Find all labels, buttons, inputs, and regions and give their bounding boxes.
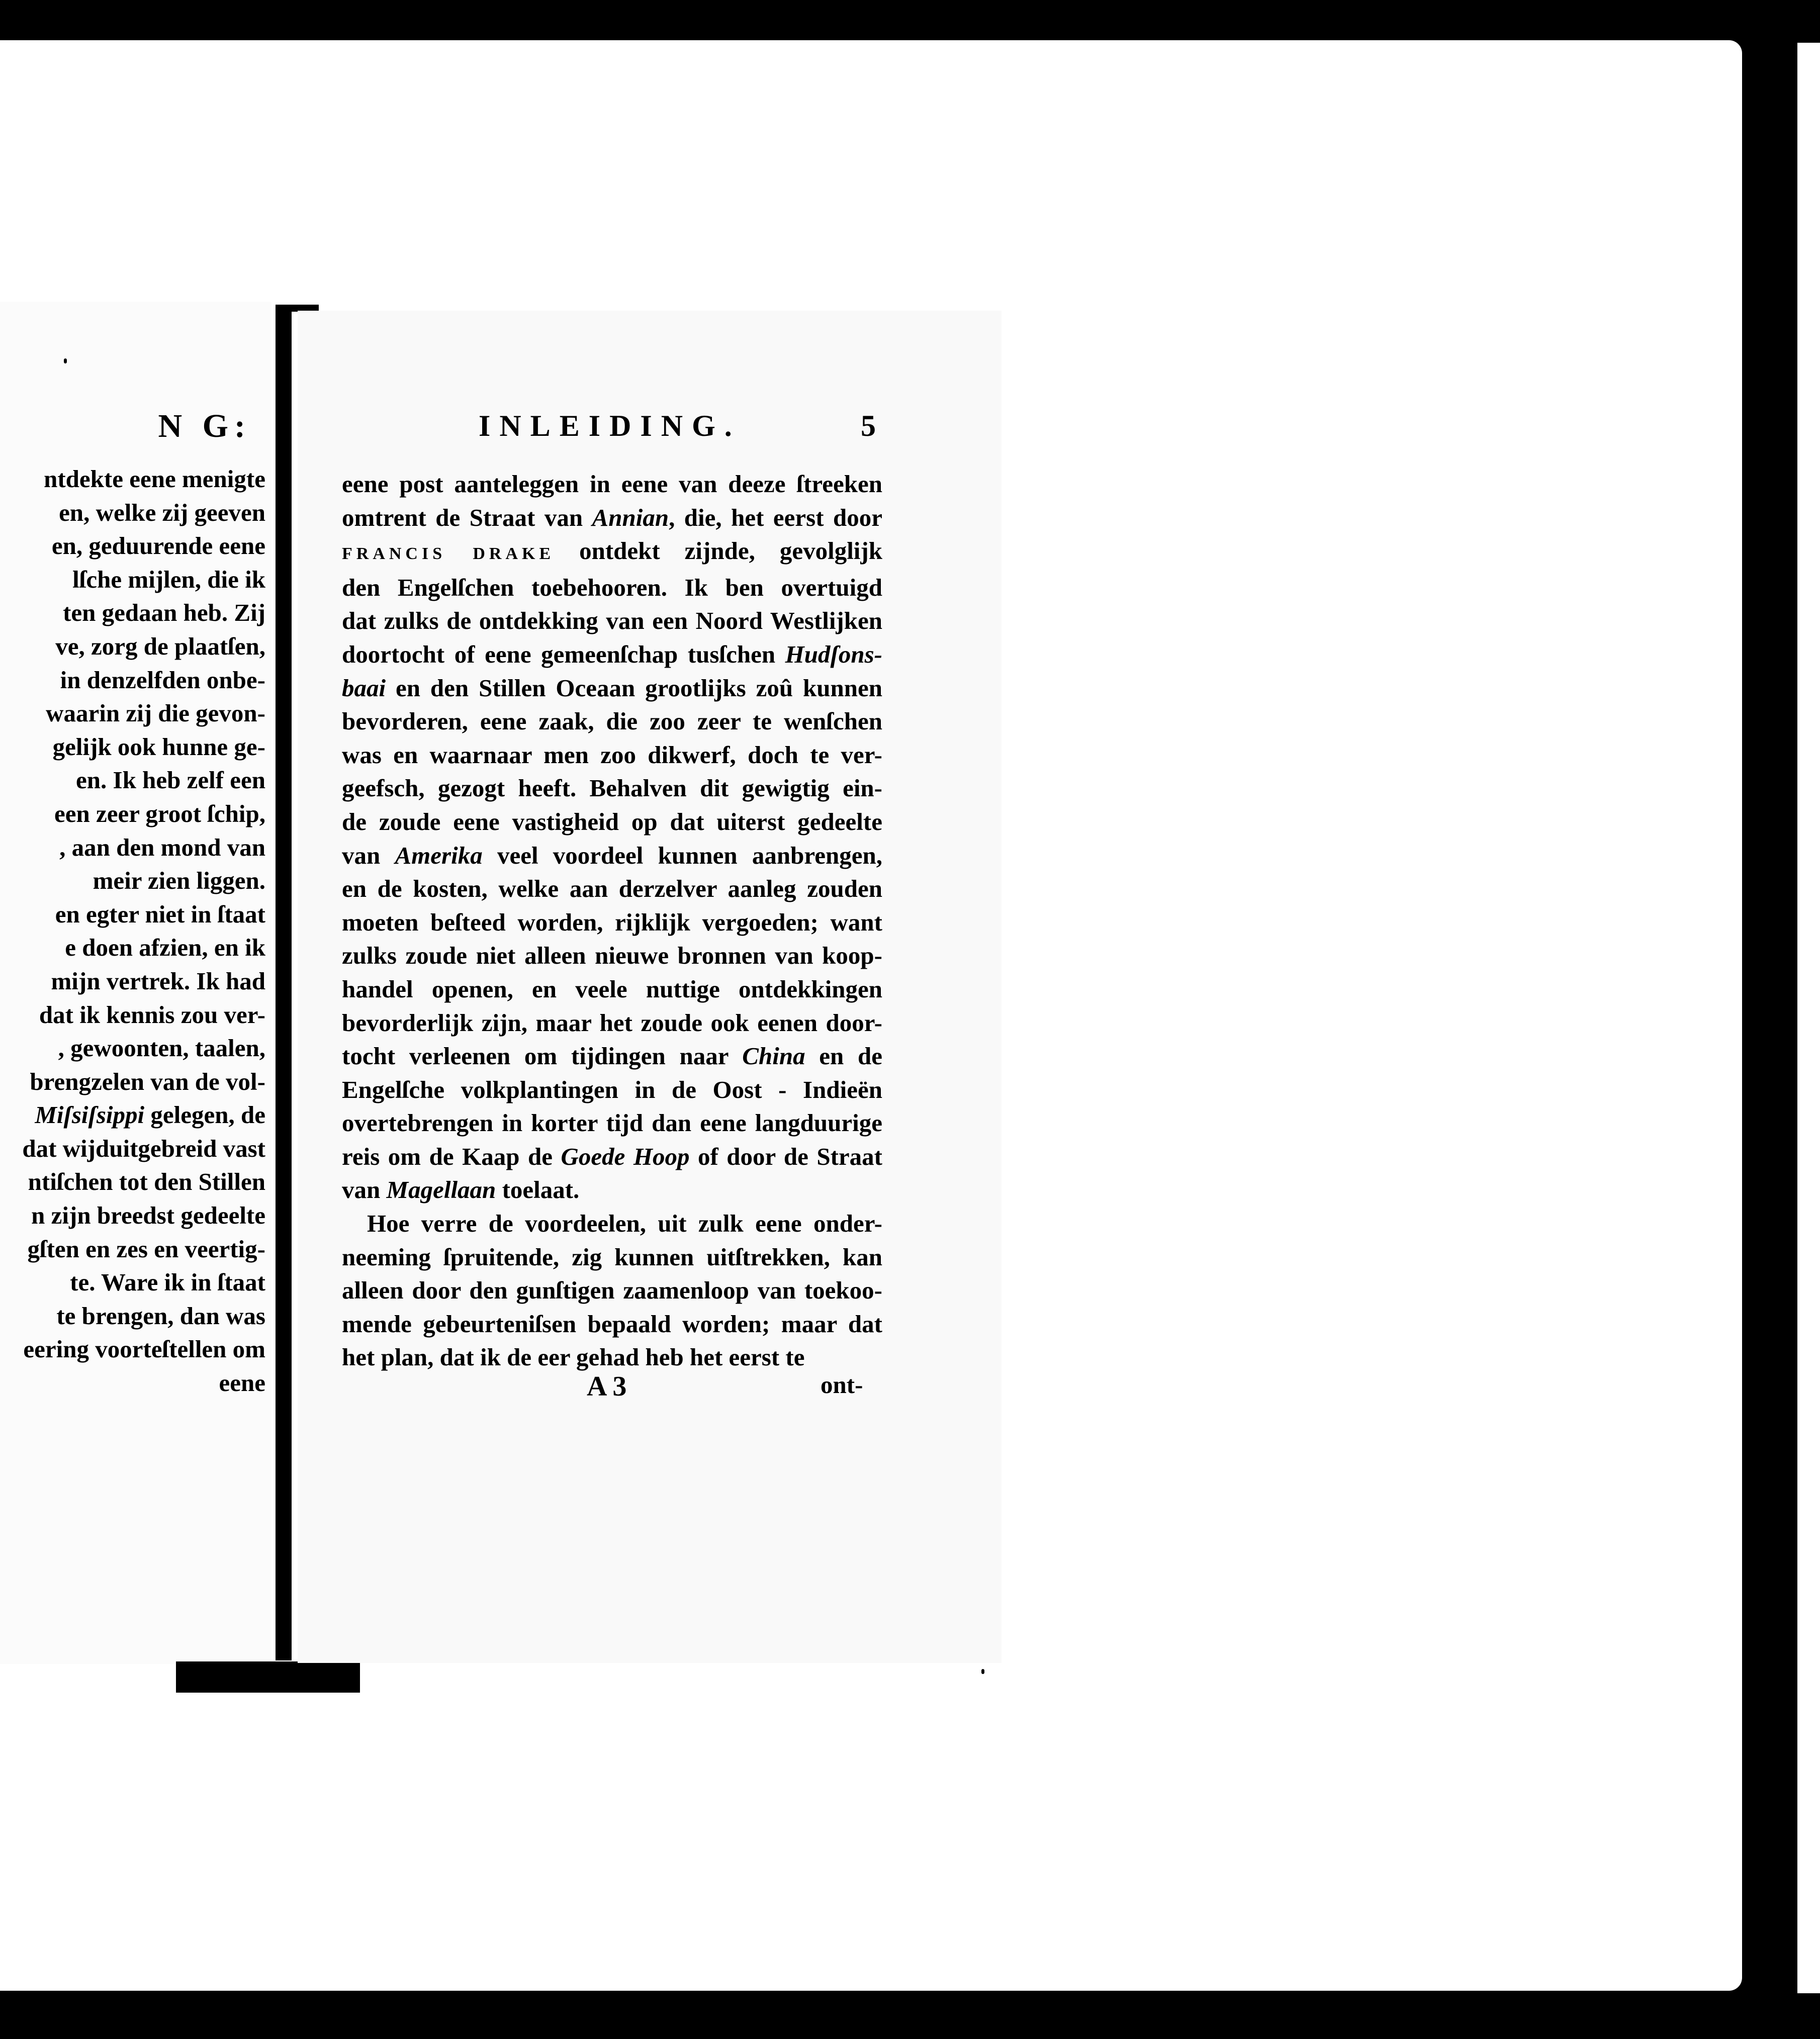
body-text-line: Hoe verre de voordeelen, uit zulk eene onder- [367,1210,882,1238]
left-text-line: ntdekte eene menigte [44,465,265,493]
binding-gutter [276,306,292,1660]
left-text-line: te brengen, dan was [56,1302,265,1330]
body-text-line: het plan, dat ik de eer gehad heb het eerst te [342,1343,805,1371]
page-number: 5 [861,409,876,442]
body-text-line: alleen door den gunſtigen zaamenloop van toekoo- [342,1276,882,1305]
left-text-line: eering voorteſtellen om [23,1335,265,1363]
left-text-line: waarin zij die gevon- [46,699,265,727]
body-text-line: handel openen, en veele nuttige ontdekkingen [342,975,882,1003]
body-text-line: zulks zoude niet alleen nieuwe bronnen van koop- [342,942,882,970]
left-page [0,302,271,1664]
body-text-line: doortocht of eene gemeenſchap tusſchen Hudſons- [342,640,882,668]
body-text-line: geefsch, gezogt heeft. Behalven dit gewigtig ein- [342,774,882,802]
left-text-line: mijn vertrek. Ik had [51,967,265,995]
adjacent-sheet-edge [1797,43,1820,1993]
body-text-line: de zoude eene vastigheid op dat uiterst gedeelte [342,807,882,836]
body-text-line: was en waarnaar men zoo dikwerf, doch te ver- [342,740,882,769]
left-text-line: dat wijduitgebreid vast [22,1134,265,1162]
body-text-line: mende gebeurteniſsen bepaald worden; maar dat [342,1310,882,1338]
body-text-line: den Engelſchen toebehooren. Ik ben overtuigd [342,573,882,601]
left-text-line: en. Ik heb zelf een [76,766,265,794]
body-text-line: tocht verleenen om tijdingen naar China en de [342,1042,883,1070]
body-text-line: omtrent de Straat van Annian, die, het eerst door [342,503,882,531]
body-text-line: moeten beſteed worden, rijklijk vergoeden; want [342,908,882,936]
left-text-line: gelijk ook hunne ge- [52,732,265,761]
body-text-line: dat zulks de ontdekking van een Noord Westlijken [342,607,882,635]
left-text-line: n zijn breedst gedeelte [31,1201,265,1230]
left-text-block [0,462,265,1400]
signature-mark: A 3 [587,1371,627,1402]
left-text-line: lſche mijlen, die ik [72,565,265,593]
left-text-line: te. Ware ik in ſtaat [70,1268,265,1296]
left-text-line: een zeer groot ſchip, [54,799,265,827]
left-text-line: ten gedaan heb. Zij [63,599,265,627]
body-text [342,468,882,1374]
binding-gutter-foot [176,1661,360,1693]
right-page [298,311,1002,1663]
left-text-line: en, geduurende eene [51,532,265,560]
left-text-line: , gewoonten, taalen, [58,1034,265,1062]
body-text-line: bevorderlijk zijn, maar het zoude ook eenen door- [342,1008,882,1037]
body-text-line: bevorderen, eene zaak, die zoo zeer te wenſchen [342,707,882,735]
left-text-line: en egter niet in ſtaat [55,900,265,928]
left-text-line: ve, zorg de plaatſen, [55,632,265,660]
left-text-line: Miſsiſsippi gelegen, de [35,1101,265,1129]
body-text-line: overtebrengen in korter tijd dan eene langduurige [342,1109,882,1137]
body-text-line: baai en den Stillen Oceaan grootlijks zoû kunnen [342,674,882,702]
catchword: ont- [821,1371,863,1399]
body-text-line: van Amerika veel voordeel kunnen aanbrengen, [342,841,882,869]
body-text-line: eene post aanteleggen in eene van deeze ſtreeken [342,470,882,498]
body-text-line: van Magellaan toelaat. [342,1176,580,1204]
left-text-line: eene [219,1369,265,1397]
left-text-line: meir zien liggen. [93,867,265,895]
left-text-line: en, welke zij geeven [59,498,265,526]
left-text-line: dat ik kennis zou ver- [39,1000,265,1029]
left-text-line: e doen afzien, en ik [65,934,265,962]
body-text-line: neeming ſpruitende, zig kunnen uitſtrekken, kan [342,1243,882,1271]
left-text-line: gſten en zes en veertig- [27,1235,265,1263]
left-text-line: ntiſchen tot den Stillen [28,1168,265,1196]
ink-speck [64,358,67,363]
left-running-head: N G: [158,408,251,444]
body-text-line: en de kosten, welke aan derzelver aanleg zouden [342,875,882,903]
left-text-line: brengzelen van de vol- [30,1067,265,1095]
left-text-line: in denzelfden onbe- [60,666,265,694]
left-text-line: , aan den mond van [59,833,265,861]
body-text-line: FRANCIS DRAKE ontdekt zijnde, gevolglijk [342,537,882,565]
body-text-line: Engelſche volkplantingen in de Oost - Indieën [342,1075,882,1103]
running-head: INLEIDING. [479,409,741,442]
body-text-line: reis om de Kaap de Goede Hoop of door de Straat [342,1142,882,1170]
ink-speck [981,1669,984,1674]
